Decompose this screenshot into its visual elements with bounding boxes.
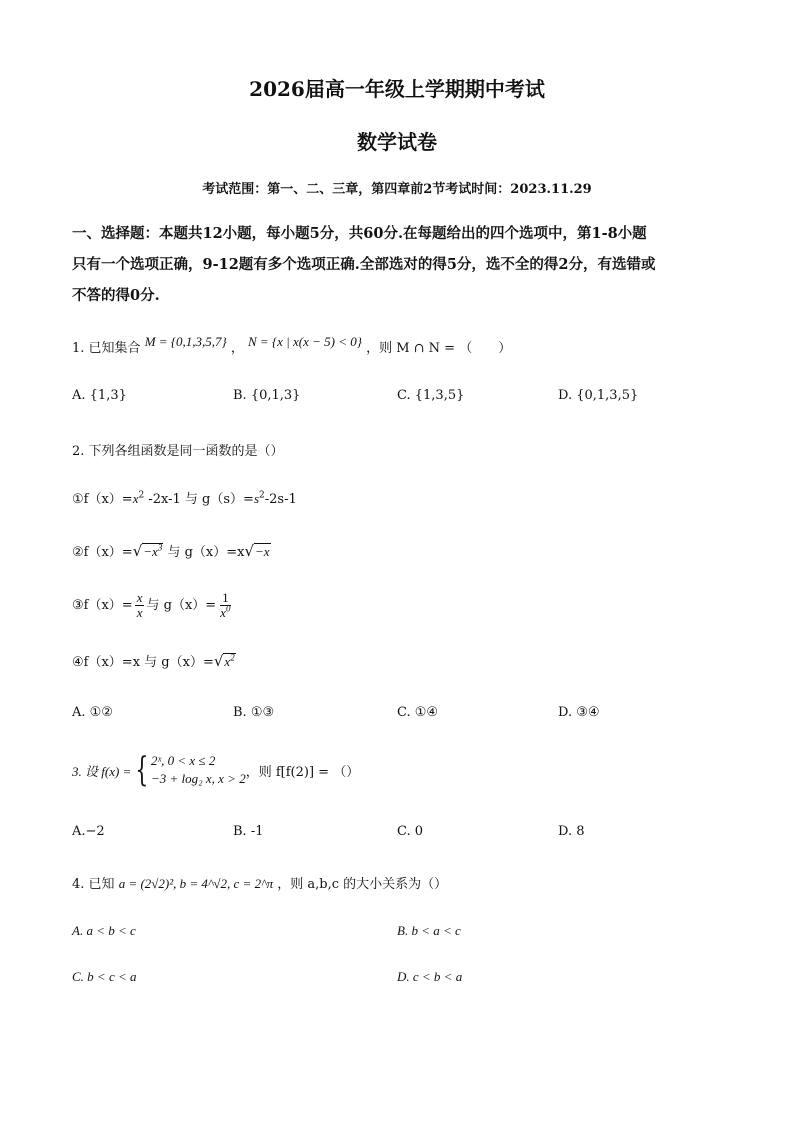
q2-g1-right: -2s-1 — [264, 492, 297, 507]
q2-g3-den: x — [136, 605, 143, 620]
q3-option-a: A.−2 — [72, 824, 105, 839]
q2-g3-num: x — [136, 590, 143, 605]
question-3: 3. 设 f(x) = { 2ˣ, 0 < x ≤ 2 −3 + log₂ x, x > 2 ，则 f[f(2)] = （） — [72, 750, 360, 790]
q2-option-c: C. ①④ — [397, 705, 439, 720]
q2-g2-left: ②f（x）= — [72, 545, 133, 560]
q3-prefix: 3. 设 f(x) = — [72, 763, 132, 779]
q4-expression: a = (2√2)², b = 4^√2, c = 2^π — [118, 876, 274, 891]
question-4 — [72, 873, 447, 892]
q4-option-a: A. a < b < c — [72, 923, 136, 938]
q2-group-1: $①f(x)=x^2$ -2x-1 与 $g(s)=s^2-2s-1$ — [72, 490, 297, 507]
q3-option-d: D. 8 — [558, 824, 585, 839]
q1-suffix: ，则 M ∩ N = （ ） — [366, 341, 512, 356]
exam-title: 2026届高一年级上学期期中考试 — [249, 77, 545, 101]
q1-option-b: B. {0,1,3} — [233, 388, 301, 403]
q4-prefix: 4. 已知 — [72, 877, 115, 892]
q2-g2-radicand: −x — [143, 544, 158, 559]
q2-g3-mid: 与 g（x）= — [146, 598, 217, 613]
q4-suffix: ，则 a,b,c 的大小关系为（） — [277, 877, 448, 892]
question-1 — [72, 334, 512, 356]
q4-option-b: B. b < a < c — [397, 923, 461, 938]
q2-group-2: $②f(x)=√-x^3$ 与 g（x）=x√−x — [72, 542, 270, 560]
q1-option-a: A. {1,3} — [72, 388, 127, 403]
q2-g3-left: ③f（x）= — [72, 598, 133, 613]
q2-group-3: ③f（x）= $\frac{x}{x}$ 与 g（x）= $\frac{1}{x^0}$ — [72, 590, 231, 620]
q2-option-b: B. ①③ — [233, 705, 275, 720]
q2-option-d: D. ③④ — [558, 705, 600, 720]
q2-option-a: A. ①② — [72, 705, 113, 720]
q2-g1-s: s — [253, 491, 260, 506]
section-instructions-line2: 只有一个选项正确，9-12题有多个选项正确.全部选对的得5分，选不全的得2分，有选错或 — [72, 256, 656, 273]
exam-scope: 考试范围：第一、二、三章，第四章前2节考试时间：2023.11.29 — [202, 182, 592, 197]
q1-set-m: M = {0,1,3,5,7} — [144, 334, 227, 349]
q2-group-4: ④f（x）=x 与 $g(x)=√x^2$ — [72, 652, 235, 670]
q2-g2-mid: 与 g（x）=x — [167, 545, 245, 560]
q2-g4-left: ④f（x）=x 与 g（x）= — [72, 655, 214, 670]
q1-set-n: N = {x | x(x − 5) < 0} — [247, 334, 362, 349]
q1-option-d: D. {0,1,3,5} — [558, 388, 639, 403]
q3-suffix: ，则 f[f(2)] = （） — [245, 764, 360, 780]
question-2-stem: 2. 下列各组函数是同一函数的是（） — [72, 444, 284, 459]
q3-option-c: C. 0 — [397, 824, 424, 839]
q2-g1-mid: -2x-1 与 g（s）= — [148, 492, 254, 507]
section-instructions-line3: 不答的得0分. — [72, 287, 160, 304]
q2-g1-x: x — [132, 491, 139, 506]
q2-g3-num2: 1 — [222, 590, 229, 605]
q2-g1-left: ①f（x）= — [72, 492, 133, 507]
subject-title: 数学试卷 — [357, 130, 437, 154]
q2-g4-radicand: x — [224, 654, 231, 669]
q1-option-c: C. {1,3,5} — [397, 388, 465, 403]
q3-option-b: B. -1 — [233, 824, 264, 839]
q4-option-d: D. c < b < a — [397, 969, 463, 984]
q3-case-2: −3 + log₂ x, x > 2 — [150, 771, 246, 786]
q4-option-c: C. b < c < a — [72, 969, 137, 984]
q3-case-1: 2ˣ, 0 < x ≤ 2 — [150, 753, 216, 768]
q1-prefix: 1. 已知集合 — [72, 341, 141, 356]
section-instructions-line1: 一、选择题：本题共12小题，每小题5分，共60分.在每题给出的四个选项中，第1-8小题 — [72, 225, 647, 242]
q2-g2-radicand2: −x — [255, 544, 270, 559]
q2-g3-den2: x — [220, 605, 226, 620]
q1-comma: ， — [230, 341, 244, 356]
